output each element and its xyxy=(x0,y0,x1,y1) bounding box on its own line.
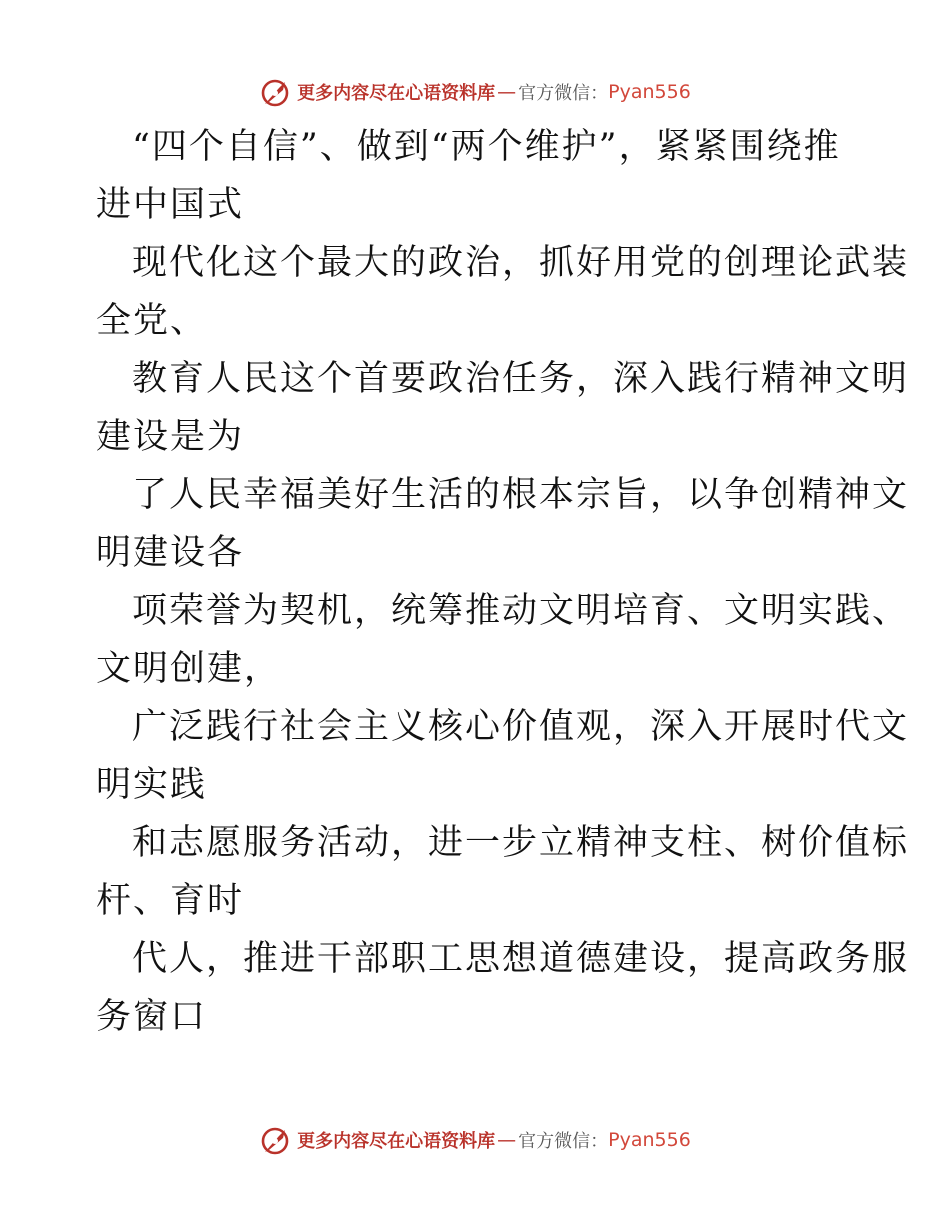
text-line: 杆、育时 xyxy=(96,881,245,921)
footer-brand-text: 更多内容尽在心语资料库 xyxy=(297,1131,496,1152)
text-line: 进中国式 xyxy=(96,185,245,225)
text-line: 文明创建， xyxy=(96,649,282,689)
text-line: 务窗口 xyxy=(96,997,208,1037)
header-watermark xyxy=(0,72,950,112)
text-line: 了人民幸福美好生活的根本宗旨，以争创精神文 xyxy=(132,475,910,515)
text-line: 明建设各 xyxy=(96,533,245,573)
footer-separator: — xyxy=(497,1129,517,1151)
text-line: 项荣誉为契机，统筹推动文明培育、文明实践、 xyxy=(132,591,910,631)
footer-official-label: 官方微信： xyxy=(518,1131,609,1152)
text-line: 代人，推进干部职工思想道德建设，提高政务服 xyxy=(132,939,910,979)
text-line: 现代化这个最大的政治，抓好用党的创理论武装 xyxy=(132,243,910,283)
header-separator: — xyxy=(497,81,517,103)
text-line: 广泛践行社会主义核心价值观，深入开展时代文 xyxy=(132,707,910,747)
footer-wechat-id: Pyan556 xyxy=(608,1129,691,1151)
footer-watermark xyxy=(0,1120,950,1160)
text-line: “四个自信”、做到“两个维护”，紧紧围绕推 xyxy=(132,127,841,167)
pen-nib-circle-icon xyxy=(259,76,291,108)
text-line: 建设是为 xyxy=(96,417,245,457)
header-official-label: 官方微信： xyxy=(518,83,609,104)
text-line: 和志愿服务活动，进一步立精神支柱、树价值标 xyxy=(132,823,910,863)
text-line: 教育人民这个首要政治任务，深入践行精神文明 xyxy=(132,359,910,399)
text-line: 明实践 xyxy=(96,765,208,805)
text-line: 全党、 xyxy=(96,301,208,341)
header-wechat-id: Pyan556 xyxy=(608,81,691,103)
document-body xyxy=(0,118,950,1046)
header-brand-text: 更多内容尽在心语资料库 xyxy=(297,83,496,104)
pen-nib-circle-icon xyxy=(259,1124,291,1156)
